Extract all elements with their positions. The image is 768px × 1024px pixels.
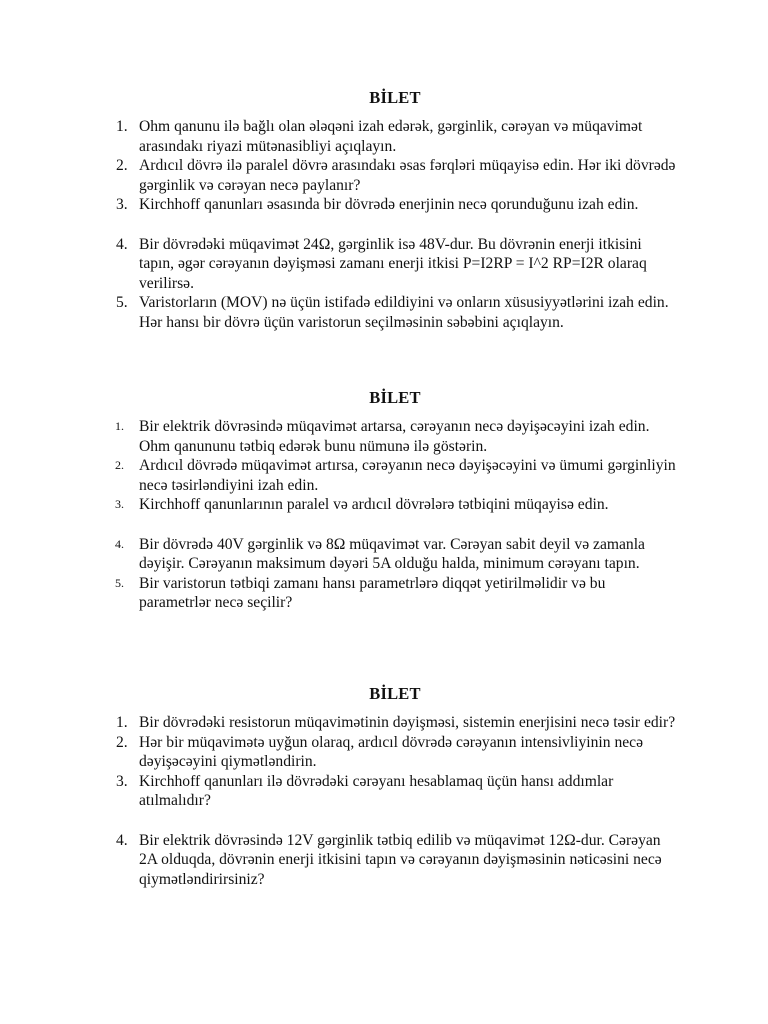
question-text: Ardıcıl dövrədə müqavimət artırsa, cərəyanın necə dəyişəcəyini və ümumi gərginliyin necə təsirləndiyini izah edin. [139, 457, 676, 494]
question-item [110, 456, 680, 495]
question-item [110, 574, 680, 613]
question-text: Ohm qanunu ilə bağlı olan ələqəni izah edərək, gərginlik, cərəyan və müqavimət arasındakı riyazi mütənasibliyi açıqlayın. [139, 118, 643, 155]
question-text: Bir dövrədəki resistorun müqavimətinin dəyişməsi, sistemin enerjisini necə təsir edir? [139, 714, 676, 731]
question-text: Hər bir müqavimətə uyğun olaraq, ardıcıl dövrədə cərəyanın intensivliyinin necə dəyişəcəyini qiymətləndirin. [139, 733, 644, 771]
question-text: Bir elektrik dövrəsində 12V gərginlik tətbiq edilib və müqavimət 12Ω-dur. Cərəyan 2A olduqda, dövrənin enerji itkisini tapın və cərəyanın dəyişməsinin nəticəsini necə qiymətləndirirsiniz? [139, 831, 662, 888]
question-number: 1. [116, 714, 128, 731]
question-list [110, 713, 680, 889]
question-text: Kirchhoff qanunları ilə dövrədəki cərəyanı hesablamaq üçün hansı addımlar atılmalıdır? [139, 772, 614, 810]
question-list [110, 417, 680, 613]
ticket-3 [110, 684, 680, 889]
question-item [110, 235, 680, 294]
question-text: Bir varistorun tətbiqi zamanı hansı parametrlərə diqqət yetirilməlidir və bu parametrlər necə seçilir? [139, 574, 606, 612]
question-number: 4. [116, 235, 128, 253]
question-list [110, 117, 680, 333]
question-number: 5. [116, 294, 128, 312]
question-item [110, 495, 680, 515]
question-text: Bir dövrədəki müqavimət 24Ω, gərginlik isə 48V-dur. Bu dövrənin enerji itkisini tapın, əgər cərəyanın dəyişməsi zamanı enerji itkisi P=I2RP = I^2 RP=I2R olaraq verilirsə. [139, 235, 647, 292]
question-item [110, 772, 680, 811]
question-text: Kirchhoff qanunlarının paralel və ardıcıl dövrələrə tətbiqini müqayisə edin. [139, 496, 609, 514]
question-item [110, 156, 680, 195]
question-number: 3. [115, 497, 124, 512]
question-number: 3. [116, 196, 128, 214]
question-item [110, 831, 680, 890]
ticket-title: BİLET [369, 684, 421, 703]
question-text: Ardıcıl dövrə ilə paralel dövrə arasındakı əsas fərqləri müqayisə edin. Hər iki dövrədə gərginlik və cərəyan necə paylanır? [139, 157, 676, 194]
question-item [110, 713, 680, 733]
question-item [110, 535, 680, 574]
question-text: Bir dövrədə 40V gərginlik və 8Ω müqavimət var. Cərəyan sabit deyil və zamanla dəyişir. Cərəyanın maksimum dəyəri 5A olduğu halda, minimum cərəyanı tapın. [139, 535, 645, 573]
question-item [110, 733, 680, 772]
question-item [110, 195, 680, 215]
question-number: 4. [116, 831, 128, 849]
ticket-title: BİLET [369, 388, 421, 407]
question-item [110, 117, 680, 156]
ticket-title: BİLET [369, 88, 421, 107]
question-number: 5. [115, 575, 124, 590]
ticket-2 [110, 388, 680, 613]
question-number: 1. [115, 419, 124, 433]
question-number: 2. [116, 157, 128, 175]
question-number: 1. [116, 118, 128, 135]
ticket-1 [110, 88, 680, 333]
question-item [110, 293, 680, 332]
question-text: Bir elektrik dövrəsində müqavimət artarsa, cərəyanın necə dəyişəcəyini izah edin. Ohm qanununu tətbiq edərək bunu nümunə ilə göstərin. [139, 418, 650, 455]
question-text: Kirchhoff qanunları əsasında bir dövrədə enerjinin necə qorunduğunu izah edin. [139, 196, 639, 214]
question-number: 4. [115, 536, 124, 551]
question-item [110, 417, 680, 456]
question-number: 2. [115, 458, 124, 473]
question-number: 2. [116, 733, 128, 751]
question-text: Varistorların (MOV) nə üçün istifadə edildiyini və onların xüsusiyyətlərini izah edin. Hər hansı bir dövrə üçün varistorun seçilməsinin səbəbini açıqlayın. [139, 294, 669, 331]
question-number: 3. [116, 772, 128, 790]
